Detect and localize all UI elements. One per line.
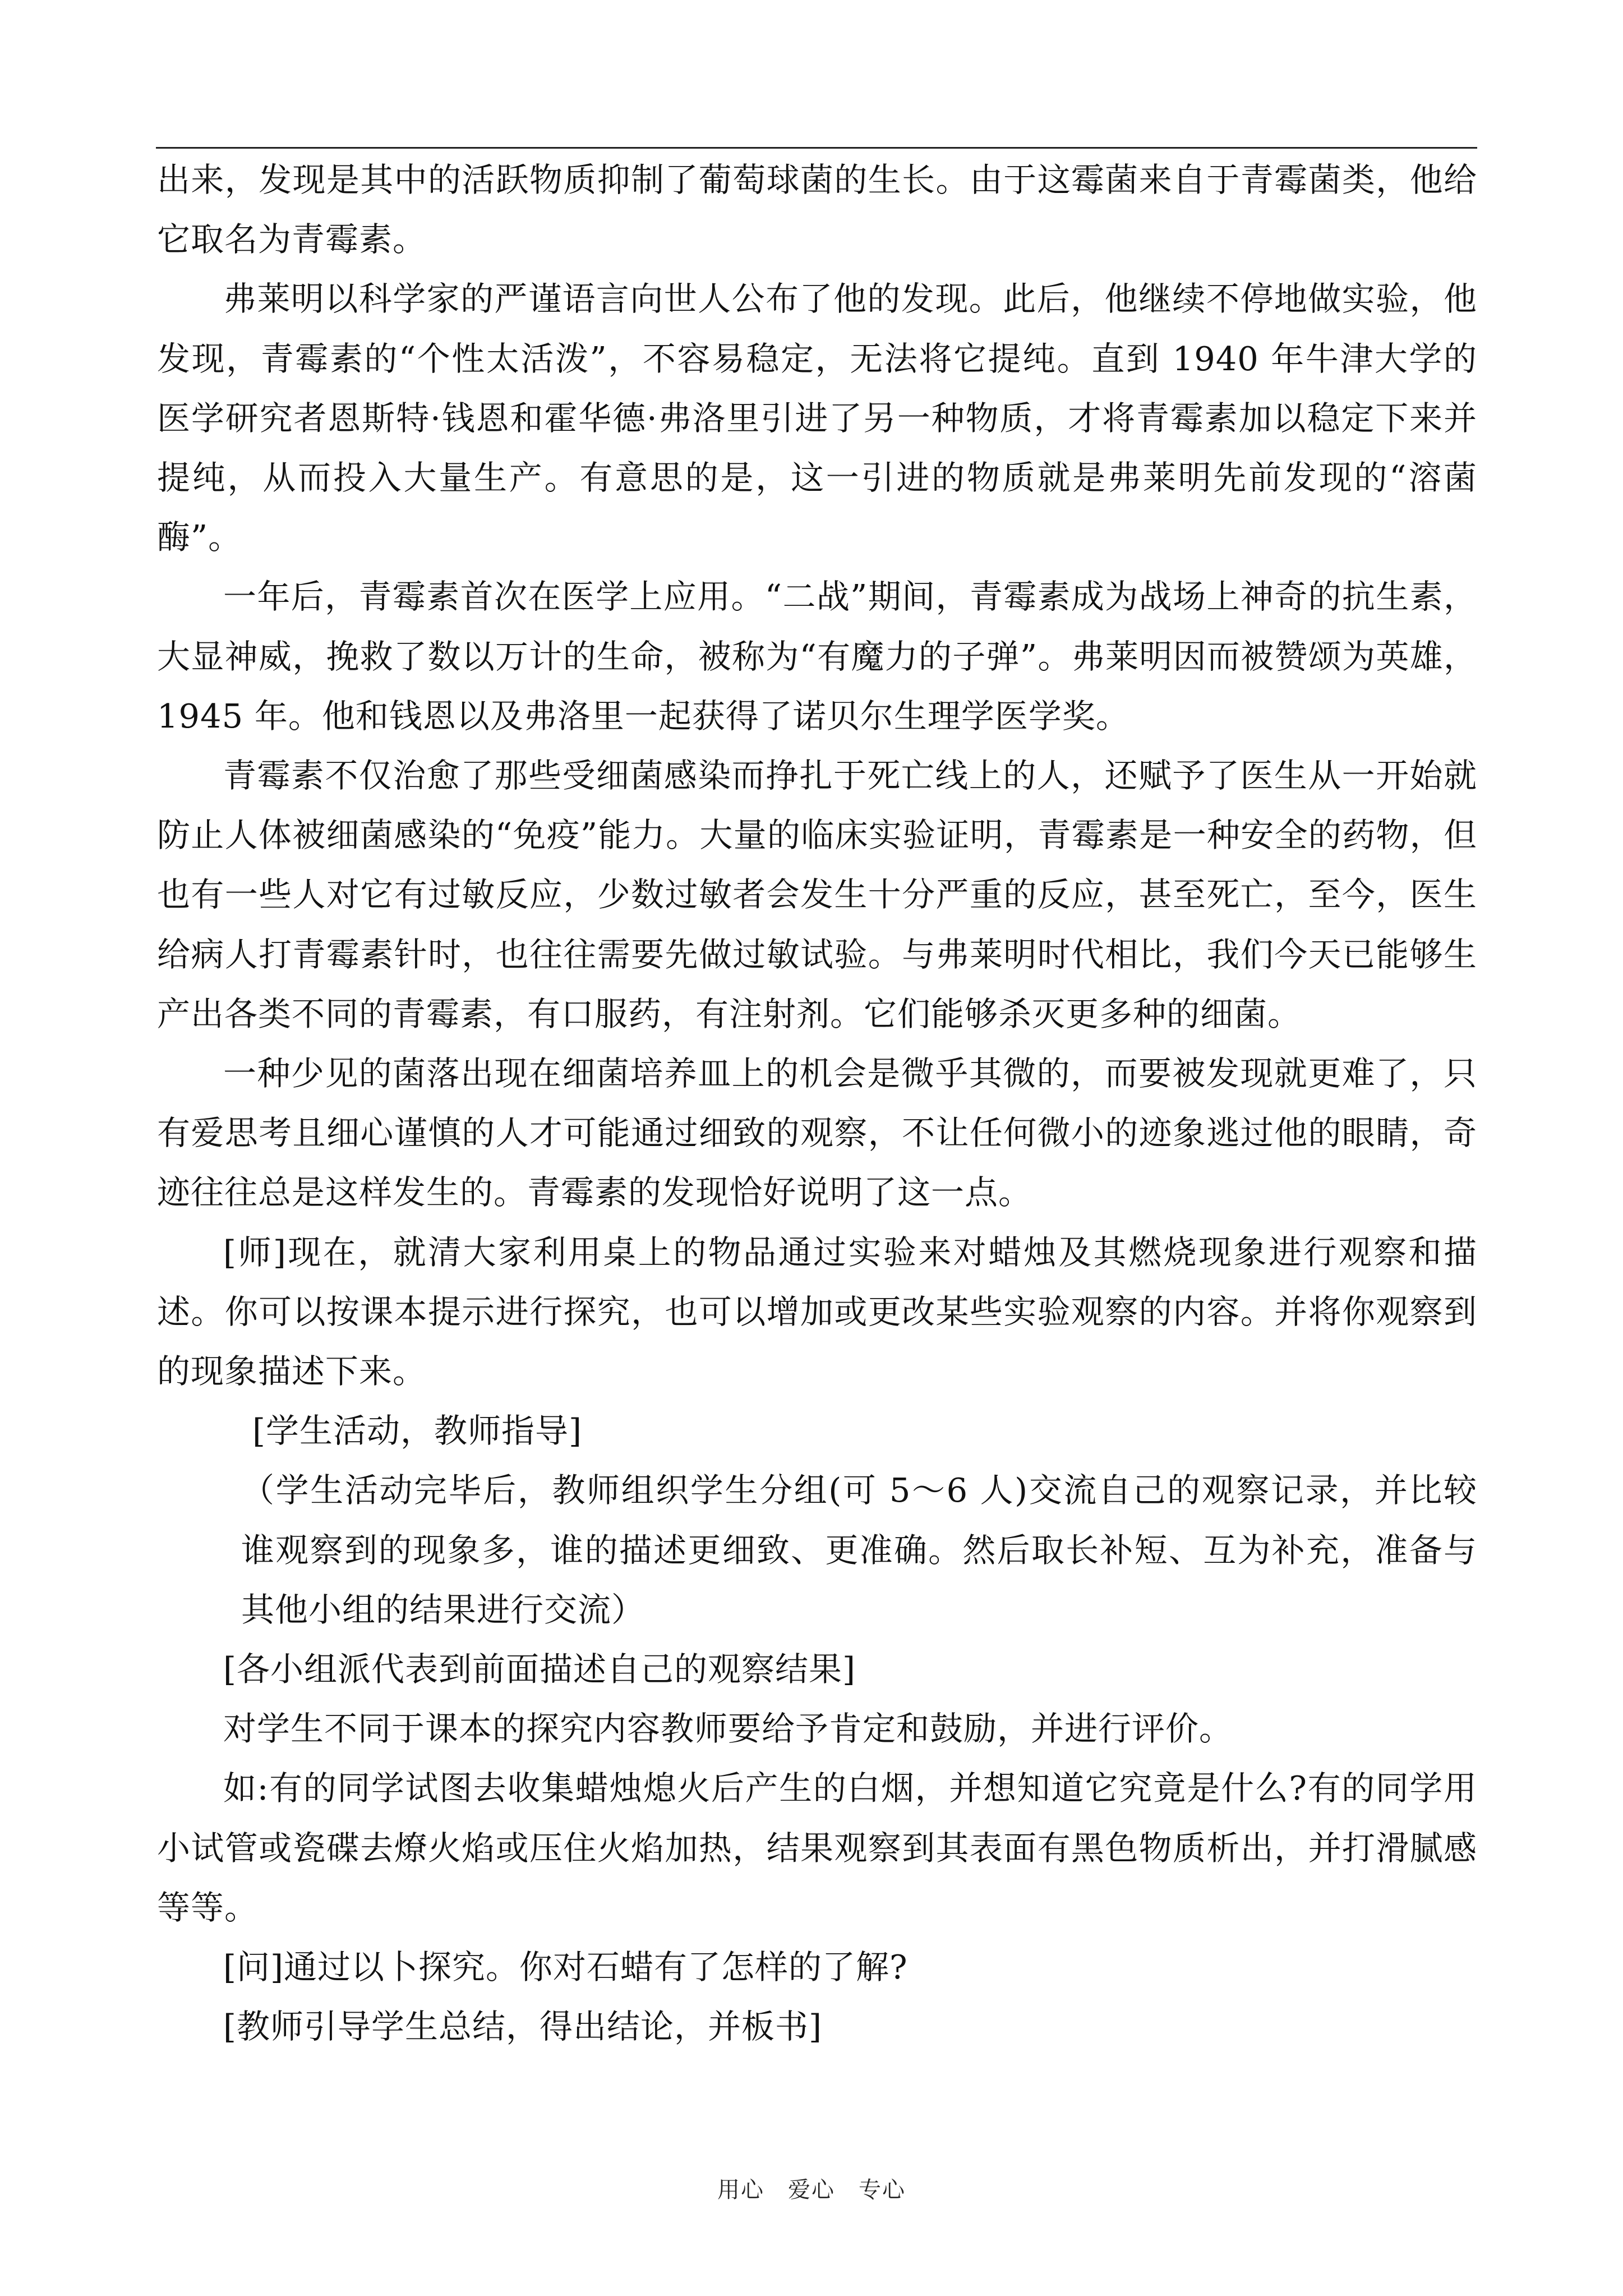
paragraph-group-exchange: （学生活动完毕后，教师组织学生分组(可 5～6 人)交流自己的观察记录，并比较谁观察到的现象多，谁的描述更细致、更准确。然后取长补短、互为补充，准备与其他小组的结果进行交流） — [241, 1471, 1477, 1629]
paragraph-immunity-allergy: 青霉素不仅治愈了那些受细菌感染而挣扎于死亡线上的人，还赋予了医生从一开始就防止人体被细菌感染的“免疫”能力。大量的临床实验证明，青霉素是一种安全的药物，但也有一些人对它有过敏反应，少数过敏者会发生十分严重的反应，甚至死亡，至今，医生给病人打青霉素针时，也往往需要先做过敏试验。与弗莱明时代相比，我们今天已能够生产出各类不同的青霉素，有口服药，有注射剂。它们能够杀灭更多种的细菌。 — [157, 756, 1477, 1033]
paragraph-examples: 如:有的同学试图去收集蜡烛熄火后产生的白烟，并想知道它究竟是什么?有的同学用小试管或瓷碟去燎火焰或压住火焰加热，结果观察到其表面有黑色物质析出，并打滑腻感等等。 — [157, 1769, 1477, 1927]
paragraph-penicillin-naming: 出来，发现是其中的活跃物质抑制了葡萄球菌的生长。由于这霉菌来自于青霉菌类，他给它取名为青霉素。 — [157, 160, 1477, 259]
paragraph-group-report: [各小组派代表到前面描述自己的观察结果] — [223, 1650, 856, 1689]
paragraph-observation-lesson: 一种少见的菌落出现在细菌培养皿上的机会是微乎其微的，而要被发现就更难了，只有爱思考且细心谨慎的人才可能通过细致的观察，不让任何微小的迹象逃过他的眼睛，奇迹往往总是这样发生的。青霉素的发现恰好说明了这一点。 — [157, 1054, 1477, 1212]
header-rule — [156, 147, 1477, 149]
paragraph-teacher-instruction: [师]现在，就清大家利用桌上的物品通过实验来对蜡烛及其燃烧现象进行观察和描述。你可以按课本提示进行探究，也可以增加或更改某些实验观察的内容。并将你观察到的现象描述下来。 — [157, 1232, 1477, 1391]
paragraph-summary: [教师引导学生总结，得出结论，并板书] — [223, 2007, 823, 2046]
paragraph-fleming-publication: 弗莱明以科学家的严谨语言向世人公布了他的发现。此后，他继续不停地做实验，他发现，青霉素的“个性太活泼”，不容易稳定，无法将它提纯。直到 1940 年牛津大学的医学研究者恩斯特·钱恩和霍华德·弗洛里引进了另一种物质，才将青霉素加以稳定下来并提纯，从而投入大量生产。有意思的是，这一引进的物质就是弗莱明先前发现的“溶菌酶”。 — [157, 279, 1477, 557]
paragraph-teacher-evaluation: 对学生不同于课本的探究内容教师要给予肯定和鼓励，并进行评价。 — [223, 1709, 1233, 1749]
paragraph-student-activity: [学生活动，教师指导] — [252, 1411, 583, 1451]
paragraph-question: [问]通过以卜探究。你对石蜡有了怎样的了解? — [223, 1948, 908, 1987]
paragraph-wartime-use: 一年后，青霉素首次在医学上应用。“二战”期间，青霉素成为战场上神奇的抗生素，大显神威，挽救了数以万计的生命，被称为“有魔力的子弹”。弗莱明因而被赞颂为英雄，1945 年。他和钱恩以及弗洛里一起获得了诺贝尔生理学医学奖。 — [157, 577, 1477, 735]
page-footer: 用心 爱心 专心 — [717, 2177, 906, 2203]
document-body — [157, 150, 1477, 2057]
